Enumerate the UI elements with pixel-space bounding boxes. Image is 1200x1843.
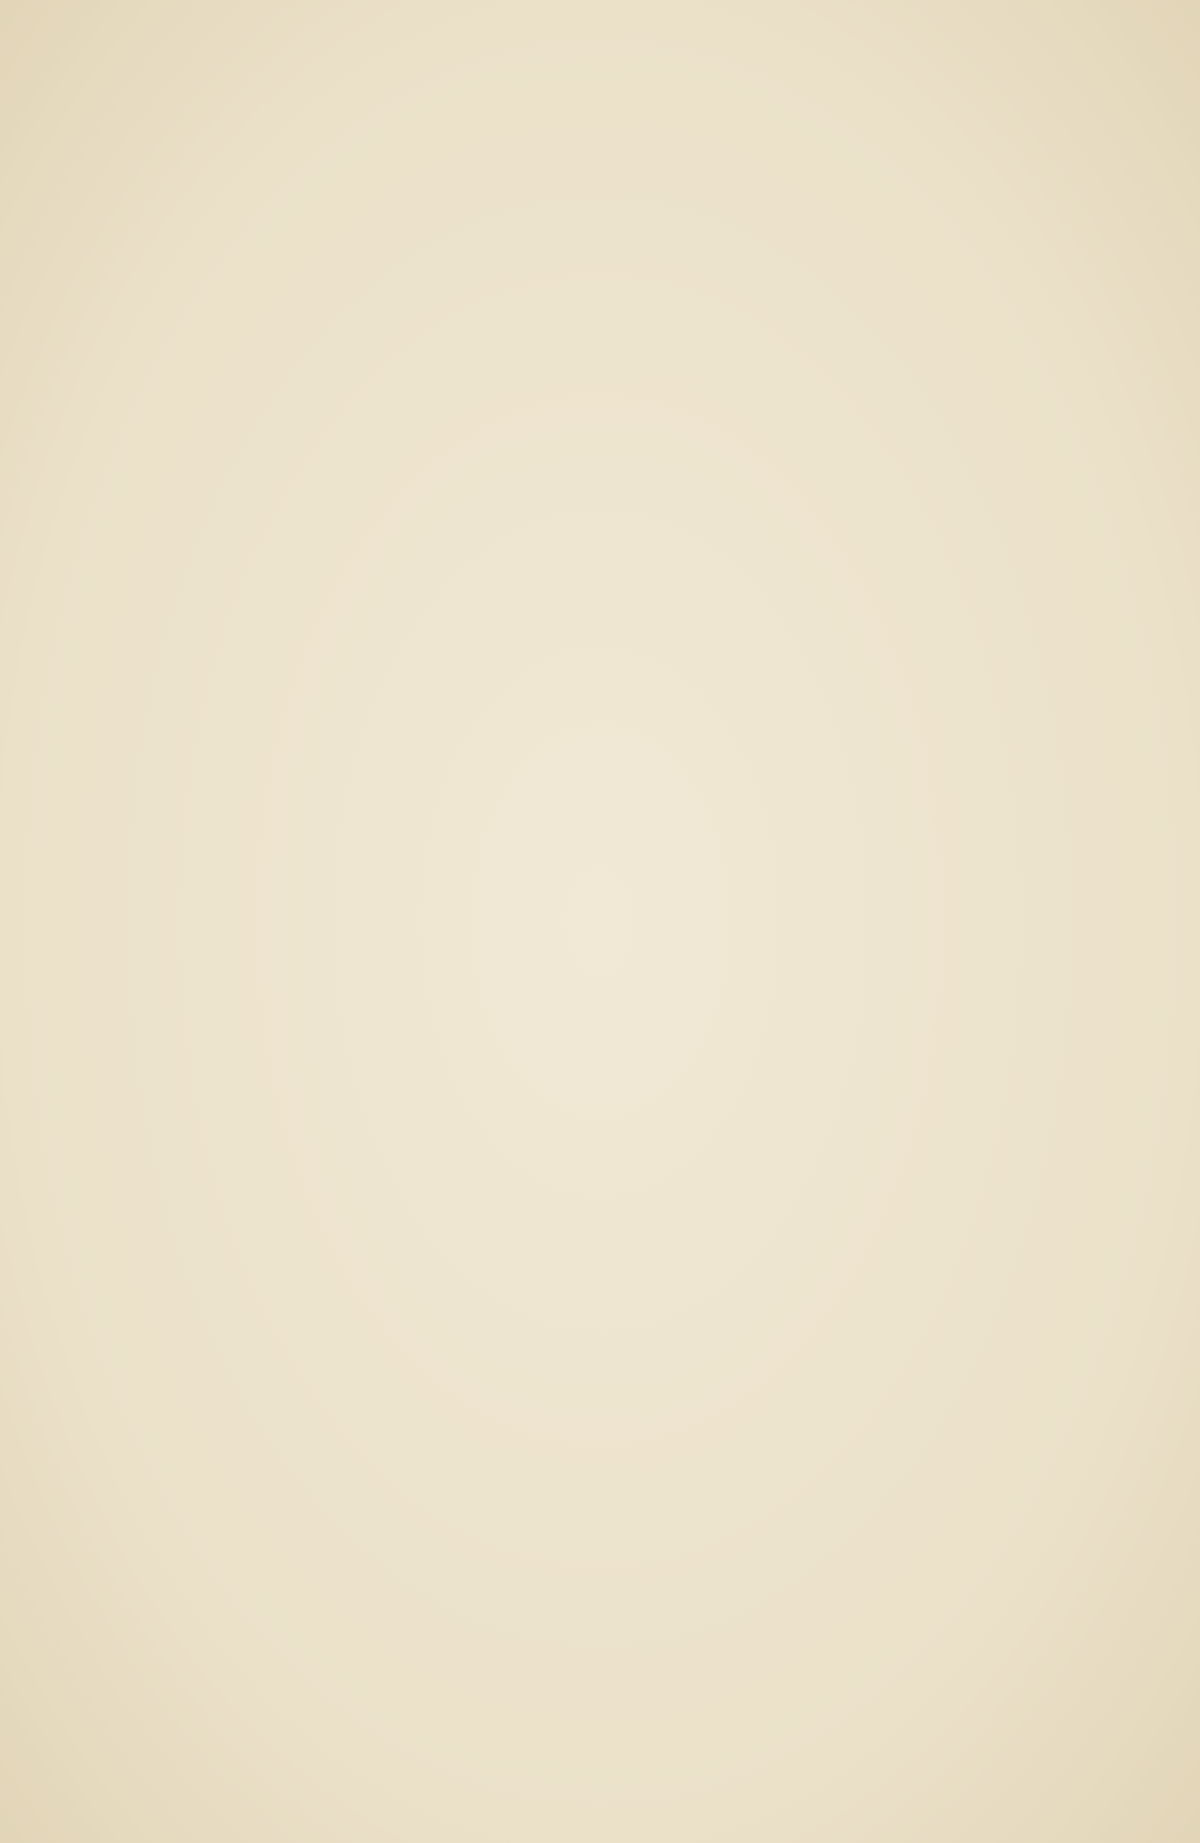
running-header	[0, 38, 1200, 98]
